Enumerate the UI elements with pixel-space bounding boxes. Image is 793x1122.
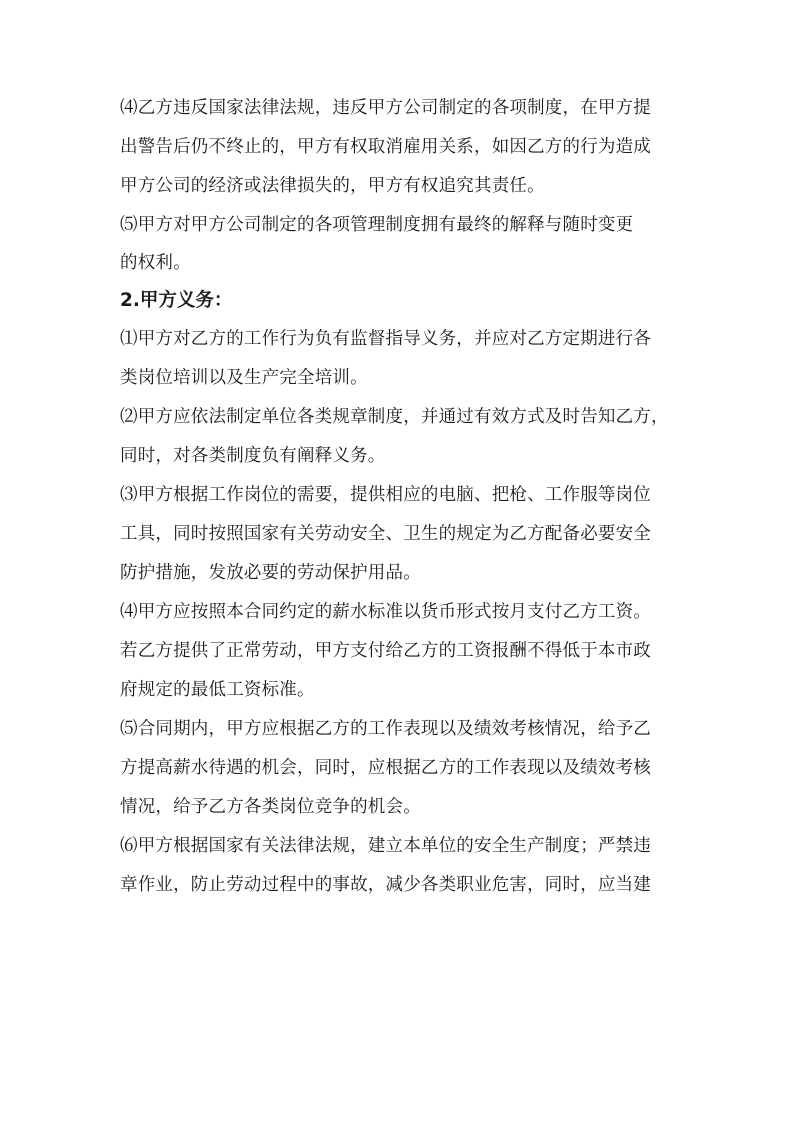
text-line: 的权利。 xyxy=(120,253,191,273)
text-line: 类岗位培训以及生产完全培训。 xyxy=(120,368,368,388)
text-line: ⑷甲方应按照本合同约定的薪水标准以货币形式按月支付乙方工资。 xyxy=(120,602,651,622)
paragraph-obligation-4 xyxy=(120,602,690,700)
text-line: 工具，同时按照国家有关劳动安全、卫生的规定为乙方配备必要安全 xyxy=(120,524,651,544)
text-line: 方提高薪水待遇的机会，同时，应根据乙方的工作表现以及绩效考核 xyxy=(120,758,651,778)
text-line: ⑸甲方对甲方公司制定的各项管理制度拥有最终的解释与随时变更 xyxy=(120,215,634,235)
document-page xyxy=(120,98,690,895)
paragraph-obligation-3 xyxy=(120,485,690,583)
text-line: 情况，给予乙方各类岗位竞争的机会。 xyxy=(120,797,421,817)
paragraph-obligation-6 xyxy=(120,836,690,895)
paragraph-obligation-1 xyxy=(120,329,690,388)
text-line: 章作业，防止劳动过程中的事故，减少各类职业危害，同时，应当建 xyxy=(120,875,651,895)
text-line: 出警告后仍不终止的，甲方有权取消雇用关系，如因乙方的行为造成 xyxy=(120,137,651,157)
text-line: 甲方公司的经济或法律损失的，甲方有权追究其责任。 xyxy=(120,176,545,196)
text-line: ⑵甲方应依法制定单位各类规章制度，并通过有效方式及时告知乙方， xyxy=(120,407,669,427)
section-heading-party-a-obligations xyxy=(120,290,690,312)
text-line: ⑴甲方对乙方的工作行为负有监督指导义务，并应对乙方定期进行各 xyxy=(120,329,651,349)
text-line: ⑷乙方违反国家法律法规，违反甲方公司制定的各项制度，在甲方提 xyxy=(120,98,651,118)
text-line: ⑹甲方根据国家有关法律法规，建立本单位的安全生产制度；严禁违 xyxy=(120,836,651,856)
text-line: 若乙方提供了正常劳动，甲方支付给乙方的工资报酬不得低于本市政 xyxy=(120,641,651,661)
paragraph-interpretation-right xyxy=(120,215,690,273)
paragraph-obligation-2 xyxy=(120,407,690,466)
text-line: ⑸合同期内，甲方应根据乙方的工作表现以及绩效考核情况，给予乙 xyxy=(120,719,651,739)
section-heading: 2.甲方义务： xyxy=(120,290,233,311)
text-line: 防护措施，发放必要的劳动保护用品。 xyxy=(120,563,421,583)
paragraph-party-b-violation xyxy=(120,98,690,196)
paragraph-obligation-5 xyxy=(120,719,690,817)
text-line: ⑶甲方根据工作岗位的需要，提供相应的电脑、把枪、工作服等岗位 xyxy=(120,485,651,505)
text-line: 同时，对各类制度负有阐释义务。 xyxy=(120,446,386,466)
text-line: 府规定的最低工资标准。 xyxy=(120,680,315,700)
